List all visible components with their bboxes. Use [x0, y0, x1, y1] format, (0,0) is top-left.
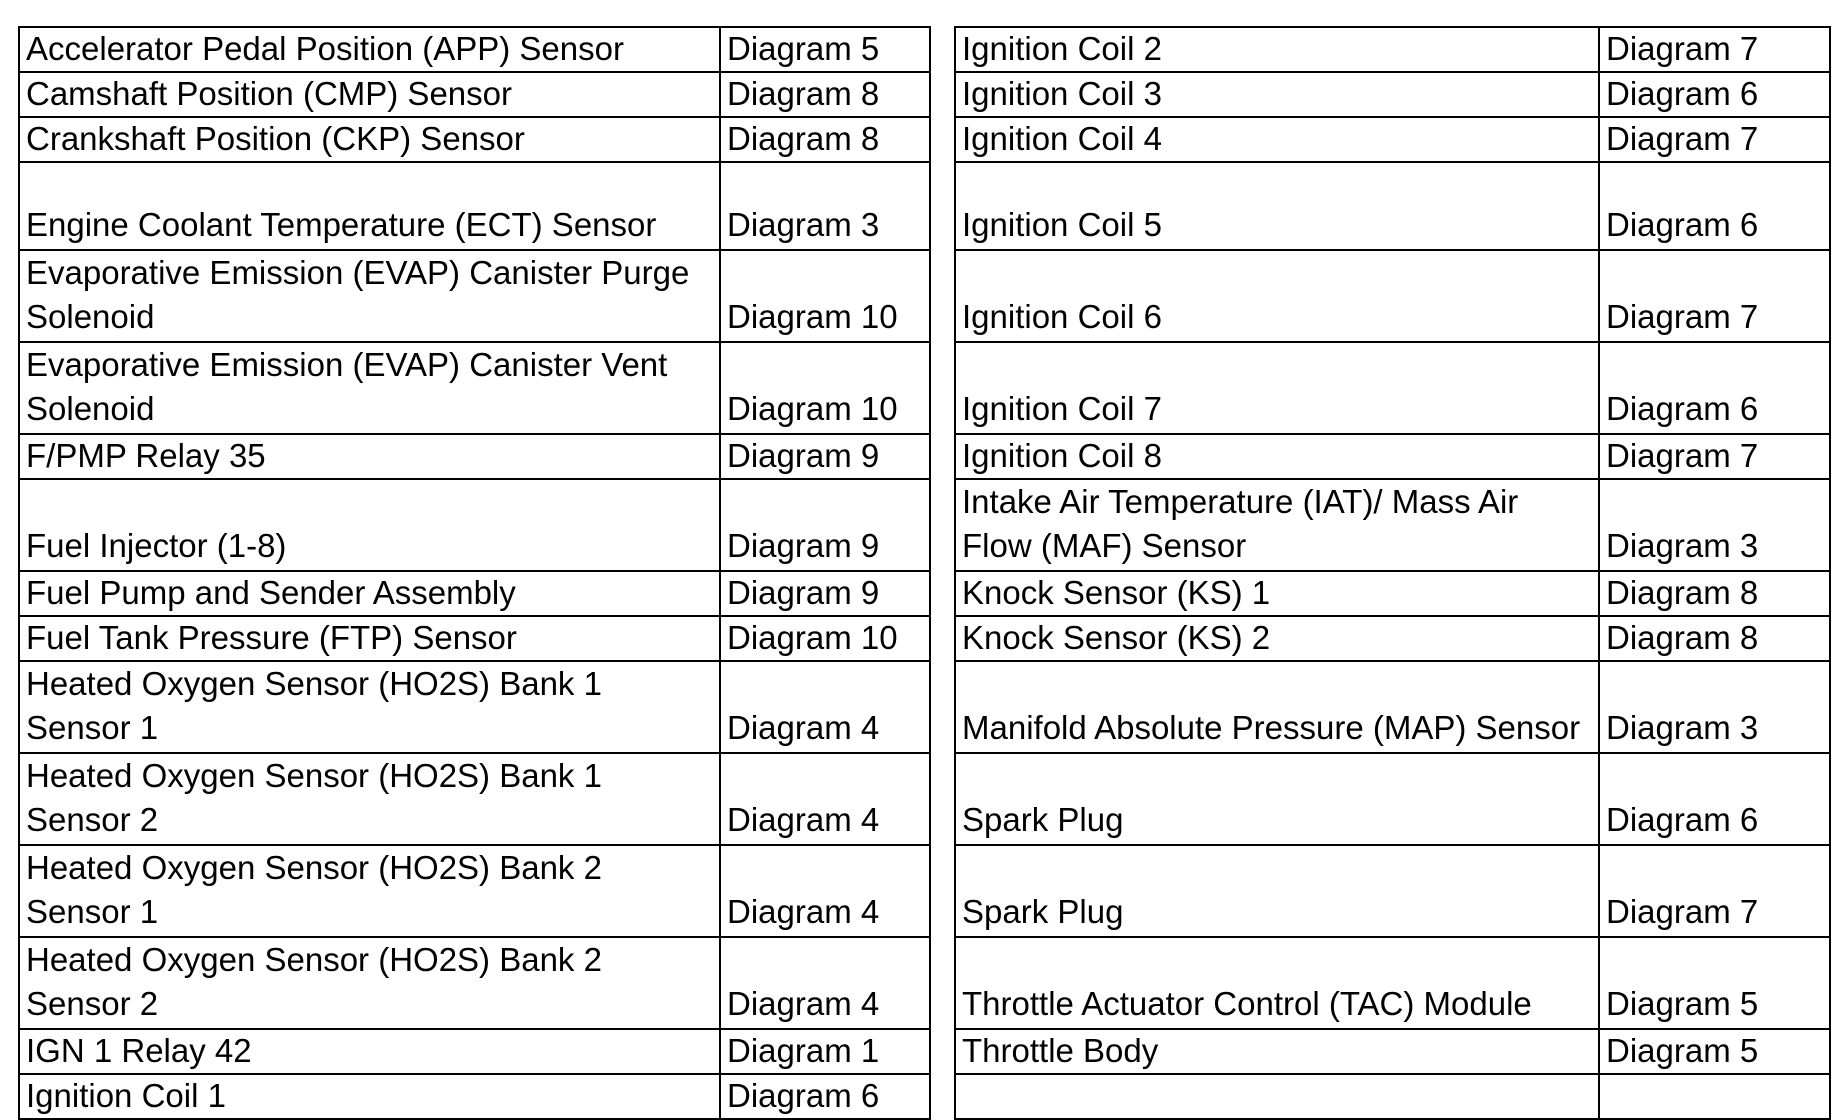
table-row	[19, 162, 1830, 250]
left-diagram-cell: Diagram 9	[720, 434, 930, 479]
left-component-cell: Heated Oxygen Sensor (HO2S) Bank 2 Sensor 2	[19, 937, 720, 1029]
column-gap	[930, 616, 955, 661]
right-component-cell: Spark Plug	[955, 753, 1599, 845]
component-diagram-index-table	[18, 26, 1831, 1120]
right-component-cell: Intake Air Temperature (IAT)/ Mass Air Flow (MAF) Sensor	[955, 479, 1599, 571]
column-gap	[930, 479, 955, 571]
table-row	[19, 753, 1830, 845]
column-gap	[930, 1029, 955, 1074]
table-row	[19, 937, 1830, 1029]
right-diagram-cell: Diagram 3	[1599, 479, 1830, 571]
table-body	[19, 27, 1830, 1119]
table-row	[19, 1074, 1830, 1119]
right-component-cell	[955, 1074, 1599, 1119]
left-diagram-cell: Diagram 9	[720, 479, 930, 571]
right-component-cell: Knock Sensor (KS) 1	[955, 571, 1599, 616]
table-row	[19, 571, 1830, 616]
right-diagram-cell: Diagram 7	[1599, 117, 1830, 162]
right-diagram-cell: Diagram 8	[1599, 616, 1830, 661]
table-row	[19, 479, 1830, 571]
left-component-cell: Camshaft Position (CMP) Sensor	[19, 72, 720, 117]
right-component-cell: Knock Sensor (KS) 2	[955, 616, 1599, 661]
right-diagram-cell: Diagram 5	[1599, 937, 1830, 1029]
left-component-cell: Fuel Tank Pressure (FTP) Sensor	[19, 616, 720, 661]
table-row	[19, 434, 1830, 479]
right-diagram-cell: Diagram 8	[1599, 571, 1830, 616]
right-diagram-cell: Diagram 7	[1599, 434, 1830, 479]
right-component-cell: Throttle Body	[955, 1029, 1599, 1074]
left-diagram-cell: Diagram 10	[720, 616, 930, 661]
left-diagram-cell: Diagram 10	[720, 250, 930, 342]
right-diagram-cell: Diagram 7	[1599, 845, 1830, 937]
left-diagram-cell: Diagram 4	[720, 661, 930, 753]
right-component-cell: Ignition Coil 6	[955, 250, 1599, 342]
left-component-cell: Fuel Pump and Sender Assembly	[19, 571, 720, 616]
column-gap	[930, 571, 955, 616]
left-component-cell: IGN 1 Relay 42	[19, 1029, 720, 1074]
right-diagram-cell	[1599, 1074, 1830, 1119]
column-gap	[930, 753, 955, 845]
column-gap	[930, 27, 955, 72]
right-component-cell: Manifold Absolute Pressure (MAP) Sensor	[955, 661, 1599, 753]
right-diagram-cell: Diagram 6	[1599, 753, 1830, 845]
left-diagram-cell: Diagram 1	[720, 1029, 930, 1074]
right-component-cell: Ignition Coil 4	[955, 117, 1599, 162]
left-component-cell: Crankshaft Position (CKP) Sensor	[19, 117, 720, 162]
right-diagram-cell: Diagram 5	[1599, 1029, 1830, 1074]
column-gap	[930, 937, 955, 1029]
left-diagram-cell: Diagram 9	[720, 571, 930, 616]
table-row	[19, 72, 1830, 117]
left-component-cell: Ignition Coil 1	[19, 1074, 720, 1119]
left-component-cell: Engine Coolant Temperature (ECT) Sensor	[19, 162, 720, 250]
right-diagram-cell: Diagram 6	[1599, 342, 1830, 434]
column-gap	[930, 342, 955, 434]
right-component-cell: Ignition Coil 7	[955, 342, 1599, 434]
right-component-cell: Throttle Actuator Control (TAC) Module	[955, 937, 1599, 1029]
column-gap	[930, 1074, 955, 1119]
right-component-cell: Ignition Coil 2	[955, 27, 1599, 72]
left-diagram-cell: Diagram 4	[720, 937, 930, 1029]
table-row	[19, 1029, 1830, 1074]
right-diagram-cell: Diagram 6	[1599, 162, 1830, 250]
left-diagram-cell: Diagram 3	[720, 162, 930, 250]
left-component-cell: Heated Oxygen Sensor (HO2S) Bank 2 Sensor 1	[19, 845, 720, 937]
left-component-cell: Accelerator Pedal Position (APP) Sensor	[19, 27, 720, 72]
table-row	[19, 661, 1830, 753]
table-row	[19, 27, 1830, 72]
column-gap	[930, 661, 955, 753]
left-diagram-cell: Diagram 6	[720, 1074, 930, 1119]
left-component-cell: Fuel Injector (1-8)	[19, 479, 720, 571]
left-component-cell: Evaporative Emission (EVAP) Canister Purge Solenoid	[19, 250, 720, 342]
column-gap	[930, 72, 955, 117]
right-component-cell: Ignition Coil 8	[955, 434, 1599, 479]
right-component-cell: Ignition Coil 3	[955, 72, 1599, 117]
right-diagram-cell: Diagram 3	[1599, 661, 1830, 753]
right-component-cell: Spark Plug	[955, 845, 1599, 937]
column-gap	[930, 250, 955, 342]
column-gap	[930, 117, 955, 162]
left-diagram-cell: Diagram 8	[720, 72, 930, 117]
left-diagram-cell: Diagram 4	[720, 753, 930, 845]
left-diagram-cell: Diagram 8	[720, 117, 930, 162]
left-component-cell: Heated Oxygen Sensor (HO2S) Bank 1 Sensor 2	[19, 753, 720, 845]
right-component-cell: Ignition Coil 5	[955, 162, 1599, 250]
left-diagram-cell: Diagram 5	[720, 27, 930, 72]
column-gap	[930, 845, 955, 937]
left-component-cell: Evaporative Emission (EVAP) Canister Vent Solenoid	[19, 342, 720, 434]
left-component-cell: Heated Oxygen Sensor (HO2S) Bank 1 Sensor 1	[19, 661, 720, 753]
left-diagram-cell: Diagram 4	[720, 845, 930, 937]
right-diagram-cell: Diagram 7	[1599, 27, 1830, 72]
table-row	[19, 342, 1830, 434]
left-diagram-cell: Diagram 10	[720, 342, 930, 434]
table-row	[19, 250, 1830, 342]
column-gap	[930, 162, 955, 250]
table-row	[19, 117, 1830, 162]
right-diagram-cell: Diagram 6	[1599, 72, 1830, 117]
table-row	[19, 616, 1830, 661]
left-component-cell: F/PMP Relay 35	[19, 434, 720, 479]
table-row	[19, 845, 1830, 937]
right-diagram-cell: Diagram 7	[1599, 250, 1830, 342]
column-gap	[930, 434, 955, 479]
